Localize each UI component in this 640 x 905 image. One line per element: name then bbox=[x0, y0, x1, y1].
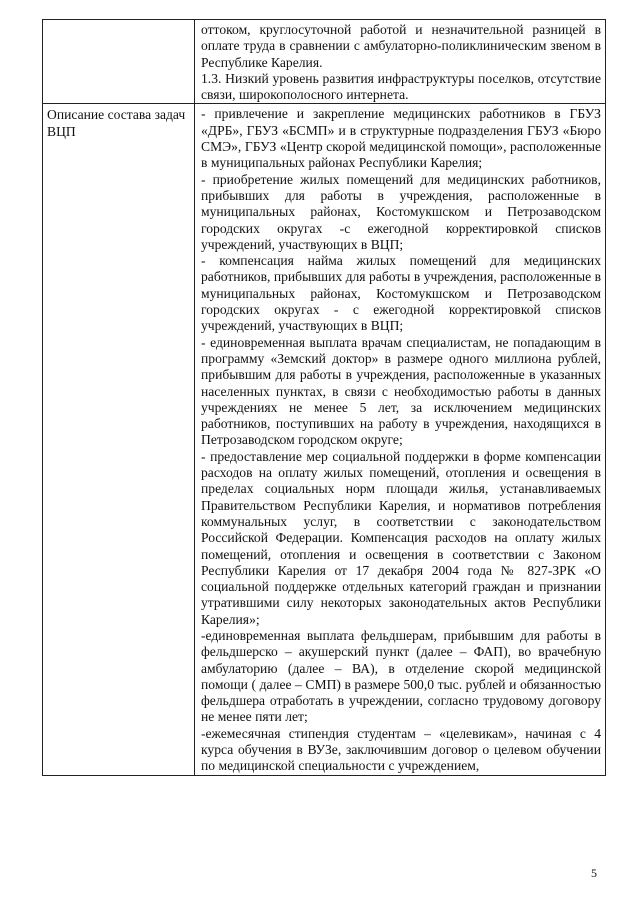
row-label-empty bbox=[43, 20, 195, 104]
paragraph: - предоставление мер социальной поддержки в форме компенсации расходов на оплату жилых помещений, отопления и освещения в пределах социальных норм площади жилья, устанавливаемых Правительством Республики Карелия, и нормативов потребления коммунальных услуг, в соответствии с законодательством Российской Федерации. Компенсация расходов на оплату жилых помещений, отопления и освещения в соответствии с Законом Республики Карелия от 17 декабря 2004 года № 827-ЗРК «О социальной поддержке отдельных категорий граждан и признании утратившими силу некоторых законодательных актов Республики Карелия»; bbox=[201, 448, 601, 627]
program-table bbox=[42, 19, 606, 776]
paragraph: - приобретение жилых помещений для медицинских работников, прибывших для работы в учреждения, расположенные в муниципальных районах, Костомукшском и Петрозаводском городских округах -с ежегодной корректировкой списков учреждений, участвующих в ВЦП; bbox=[201, 171, 601, 252]
table-row-problems bbox=[43, 20, 606, 104]
page-number: 5 bbox=[591, 866, 597, 880]
row-content-problems bbox=[195, 20, 606, 104]
row-content-tasks bbox=[195, 104, 606, 775]
paragraph: 1.3. Низкий уровень развития инфраструктуры поселков, отсутствие связи, широкополосного интернета. bbox=[201, 70, 601, 103]
paragraph: оттоком, круглосуточной работой и незначительной разницей в оплате труда в сравнении с амбулаторно-поликлиническим звеном в Республике Карелия. bbox=[201, 22, 601, 70]
table-row-tasks bbox=[43, 104, 606, 775]
paragraph: - привлечение и закрепление медицинских работников в ГБУЗ «ДРБ», ГБУЗ «БСМП» и в структурные подразделения ГБУЗ «Бюро СМЭ», ГБУЗ «Центр скорой медицинской помощи», расположенные в муниципальных районах Республики Карелия; bbox=[201, 106, 601, 171]
paragraph: - единовременная выплата врачам специалистам, не попадающим в программу «Земский доктор» в размере одного миллиона рублей, прибывшим для работы в учреждения, расположенные в указанных населенных пунктах, в связи с необходимостью работы в данных учреждениях не менее 5 лет, за исключением медицинских работников, поступивших на работу в учреждения, находящихся в Петрозаводском городском округе; bbox=[201, 334, 601, 448]
paragraph: -единовременная выплата фельдшерам, прибывшим для работы в фельдшерско – акушерский пункт (далее – ФАП), во врачебную амбулаторию (далее – ВА), в отделение скорой медицинской помощи ( далее – СМП) в размере 500,0 тыс. рублей и обязанностью фельдшера отработать в учреждении, согласно трудовому договору не менее пяти лет; bbox=[201, 627, 601, 725]
paragraph: -ежемесячная стипендия студентам – «целевикам», начиная с 4 курса обучения в ВУЗе, заключившим договор о целевом обучении по медицинской специальности с учреждением, bbox=[201, 725, 601, 774]
row-label-tasks: Описание состава задач ВЦП bbox=[43, 104, 195, 775]
paragraph: - компенсация найма жилых помещений для медицинских работников, прибывших для работы в учреждения, расположенные в муниципальных районах, Костомукшском и Петрозаводском городских округах - с ежегодной корректировкой списков учреждений, участвующих в ВЦП; bbox=[201, 253, 601, 334]
